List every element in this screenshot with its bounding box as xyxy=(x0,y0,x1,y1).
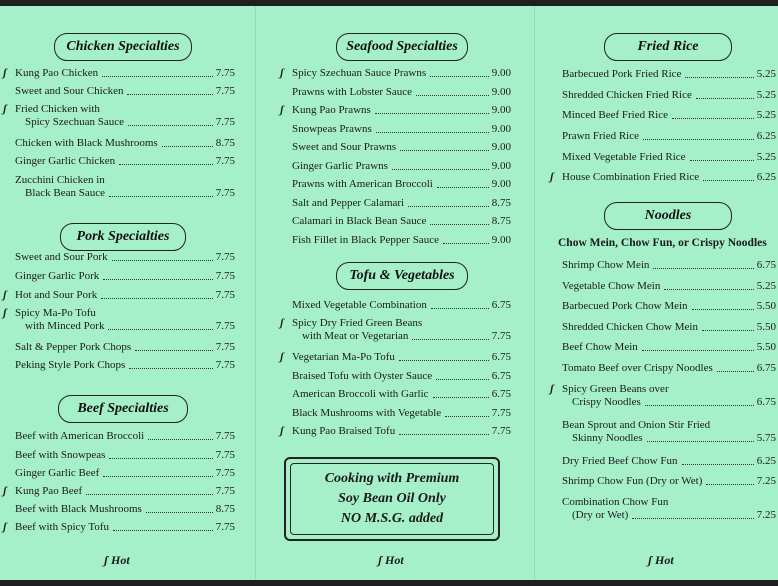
leader-dots xyxy=(101,298,213,299)
hot-legend-right xyxy=(648,553,674,568)
menu-item xyxy=(292,178,511,191)
leader-dots xyxy=(146,512,213,513)
menu-item-name: Black Mushrooms with Vegetable xyxy=(292,407,442,419)
hot-pepper-icon: ʃ xyxy=(3,521,7,533)
menu-item-name: Shrimp Chow Mein xyxy=(562,259,650,271)
menu-item-name: Dry Fried Beef Chow Fun xyxy=(562,455,678,467)
menu-item xyxy=(562,130,776,143)
leader-dots xyxy=(86,494,213,495)
heading-seafood-specialties: Seafood Specialties xyxy=(336,33,468,61)
menu-item-price: 8.75 xyxy=(215,137,235,149)
menu-item xyxy=(15,174,235,200)
hot-legend-label: Hot xyxy=(384,553,404,567)
menu-item-price: 5.50 xyxy=(756,321,776,333)
menu-item-name: Spicy Szechuan Sauce Prawns xyxy=(292,67,427,79)
menu-item xyxy=(15,85,235,98)
menu-item-price: 6.75 xyxy=(756,362,776,374)
leader-dots xyxy=(400,150,489,151)
menu-item xyxy=(15,341,235,354)
menu-item-name: Sweet and Sour Pork xyxy=(15,251,108,263)
menu-item-name: Vegetarian Ma-Po Tofu xyxy=(292,351,395,363)
menu-item-name: Spicy Ma-Po Tofu xyxy=(15,307,96,319)
menu-item xyxy=(562,300,776,313)
leader-dots xyxy=(102,76,213,77)
menu-item xyxy=(280,351,511,364)
menu-item xyxy=(292,234,511,247)
hot-legend-label: Hot xyxy=(654,553,674,567)
menu-item xyxy=(562,68,776,81)
menu-item-name: Snowpeas Prawns xyxy=(292,123,372,135)
hot-pepper-icon: ʃ xyxy=(280,317,284,329)
menu-item-name-cont: Crispy Noodles xyxy=(572,396,641,408)
menu-item-price: 7.75 xyxy=(491,425,511,437)
menu-item-price: 9.00 xyxy=(491,123,511,135)
promo-box xyxy=(284,457,500,541)
menu-item xyxy=(562,475,776,488)
leader-dots xyxy=(399,434,489,435)
menu-item-name-cont: with Meat or Vegetarian xyxy=(302,330,409,342)
menu-item xyxy=(280,67,511,80)
menu-item-price: 7.75 xyxy=(491,407,511,419)
menu-item xyxy=(292,370,511,383)
menu-item-price: 7.75 xyxy=(215,116,235,128)
leader-dots xyxy=(706,484,753,485)
menu-item-price: 6.75 xyxy=(491,388,511,400)
leader-dots xyxy=(412,339,488,340)
menu-item-price: 8.75 xyxy=(491,215,511,227)
menu-item-price: 5.25 xyxy=(756,89,776,101)
menu-item-price: 6.25 xyxy=(756,171,776,183)
menu-item xyxy=(550,383,776,409)
menu-item-price: 7.75 xyxy=(215,251,235,263)
leader-dots xyxy=(643,139,754,140)
menu-item-price: 8.75 xyxy=(215,503,235,515)
menu-item-price: 7.75 xyxy=(215,341,235,353)
menu-item-price: 6.75 xyxy=(491,370,511,382)
column-right xyxy=(548,6,778,580)
leader-dots xyxy=(692,309,754,310)
leader-dots xyxy=(112,260,213,261)
menu-item-name-cont: Skinny Noodles xyxy=(572,432,643,444)
menu-item-name: Fried Chicken with xyxy=(15,103,100,115)
leader-dots xyxy=(109,458,212,459)
fold-line-left xyxy=(255,6,256,580)
leader-dots xyxy=(702,330,754,331)
menu-item-name: Barbecued Pork Fried Rice xyxy=(562,68,682,80)
menu-item-name: Shredded Chicken Fried Rice xyxy=(562,89,692,101)
menu-item-price: 7.75 xyxy=(215,467,235,479)
menu-item-name: Ginger Garlic Beef xyxy=(15,467,100,479)
menu-item xyxy=(292,123,511,136)
leader-dots xyxy=(113,530,213,531)
leader-dots xyxy=(647,441,754,442)
leader-dots xyxy=(445,416,489,417)
leader-dots xyxy=(399,360,489,361)
menu-item-price: 7.25 xyxy=(756,509,776,521)
leader-dots xyxy=(127,94,212,95)
menu-item-name: Prawns with American Broccoli xyxy=(292,178,433,190)
menu-item-price: 5.25 xyxy=(756,280,776,292)
menu-item-price: 6.25 xyxy=(756,455,776,467)
leader-dots xyxy=(119,164,213,165)
heading-pork-specialties: Pork Specialties xyxy=(60,223,186,251)
hot-pepper-icon: ʃ xyxy=(3,67,7,79)
menu-item-name: Minced Beef Fried Rice xyxy=(562,109,668,121)
menu-item-price: 7.75 xyxy=(215,85,235,97)
menu-item-price: 9.00 xyxy=(491,234,511,246)
menu-item-name: Kung Pao Beef xyxy=(15,485,83,497)
heading-fried-rice: Fried Rice xyxy=(604,33,732,61)
menu-item-price: 7.75 xyxy=(215,187,235,199)
menu-item-price: 7.75 xyxy=(215,289,235,301)
menu-item-name: Kung Pao Prawns xyxy=(292,104,371,116)
menu-item xyxy=(562,341,776,354)
menu-item-price: 7.75 xyxy=(215,521,235,533)
menu-item-name: Sweet and Sour Prawns xyxy=(292,141,397,153)
promo-line-2: Soy Bean Oil Only xyxy=(338,491,446,506)
hot-pepper-icon: ʃ xyxy=(280,351,284,363)
menu-item-name: Kung Pao Braised Tofu xyxy=(292,425,396,437)
menu-item-name: Hot and Sour Pork xyxy=(15,289,98,301)
hot-legend-middle xyxy=(378,553,404,568)
menu-item-name-cont: Spicy Szechuan Sauce xyxy=(25,116,124,128)
menu-item xyxy=(15,251,235,264)
leader-dots xyxy=(632,518,753,519)
menu-item-price: 5.25 xyxy=(756,151,776,163)
menu-item xyxy=(562,109,776,122)
menu-item-name: Prawns with Lobster Sauce xyxy=(292,86,413,98)
menu-item-price: 8.75 xyxy=(491,197,511,209)
menu-item-price: 9.00 xyxy=(491,141,511,153)
menu-item-name: Ginger Garlic Prawns xyxy=(292,160,388,172)
menu-item-price: 7.75 xyxy=(215,67,235,79)
leader-dots xyxy=(148,439,213,440)
heading-chicken-specialties: Chicken Specialties xyxy=(54,33,192,61)
menu-item xyxy=(292,407,511,420)
menu-item-name: American Broccoli with Garlic xyxy=(292,388,429,400)
menu-item xyxy=(15,270,235,283)
menu-item-price: 9.00 xyxy=(491,86,511,98)
menu-item-name: Beef with Snowpeas xyxy=(15,449,106,461)
hot-pepper-icon: ʃ xyxy=(280,104,284,116)
menu-item-price: 6.75 xyxy=(491,299,511,311)
menu-item-name: Calamari in Black Bean Sauce xyxy=(292,215,427,227)
menu-item-price: 7.75 xyxy=(215,430,235,442)
leader-dots xyxy=(685,77,753,78)
menu-item-name: Sweet and Sour Chicken xyxy=(15,85,124,97)
leader-dots xyxy=(376,132,489,133)
menu-item xyxy=(292,388,511,401)
leader-dots xyxy=(690,160,754,161)
leader-dots xyxy=(653,268,753,269)
leader-dots xyxy=(392,169,489,170)
heading-tofu-vegetables: Tofu & Vegetables xyxy=(336,262,468,290)
menu-item xyxy=(280,317,511,343)
menu-item-price: 7.75 xyxy=(215,155,235,167)
leader-dots xyxy=(162,146,213,147)
hot-pepper-icon: ʃ xyxy=(648,553,652,567)
menu-item-name: Zucchini Chicken in xyxy=(15,174,105,186)
menu-item xyxy=(3,521,235,534)
hot-pepper-icon: ʃ xyxy=(3,103,7,115)
menu-item xyxy=(292,215,511,228)
menu-item-name: Spicy Dry Fried Green Beans xyxy=(292,317,423,329)
menu-sheet xyxy=(0,6,778,580)
menu-item-price: 6.75 xyxy=(756,259,776,271)
menu-item-name: Spicy Green Beans over xyxy=(562,383,669,395)
menu-item xyxy=(15,359,235,372)
menu-item xyxy=(292,299,511,312)
menu-item xyxy=(562,321,776,334)
leader-dots xyxy=(416,95,489,96)
menu-item-price: 5.50 xyxy=(756,341,776,353)
hot-pepper-icon: ʃ xyxy=(550,171,554,183)
menu-item-name: Peking Style Pork Chops xyxy=(15,359,126,371)
leader-dots xyxy=(436,379,489,380)
menu-item xyxy=(15,449,235,462)
menu-item-price: 7.75 xyxy=(215,270,235,282)
menu-item-name: Chicken with Black Mushrooms xyxy=(15,137,158,149)
hot-pepper-icon: ʃ xyxy=(280,425,284,437)
menu-item-price: 6.75 xyxy=(756,396,776,408)
leader-dots xyxy=(664,289,753,290)
fold-line-right xyxy=(534,6,535,580)
menu-item xyxy=(562,455,776,468)
menu-item-name: Fish Fillet in Black Pepper Sauce xyxy=(292,234,439,246)
menu-item-name: Beef with Spicy Tofu xyxy=(15,521,110,533)
hot-legend-left xyxy=(104,553,130,568)
menu-item xyxy=(550,171,776,184)
hot-pepper-icon: ʃ xyxy=(280,67,284,79)
menu-item-name: Mixed Vegetable Fried Rice xyxy=(562,151,686,163)
leader-dots xyxy=(430,76,489,77)
leader-dots xyxy=(103,279,212,280)
menu-item xyxy=(292,197,511,210)
menu-item-name: Tomato Beef over Crispy Noodles xyxy=(562,362,713,374)
promo-line-3: NO M.S.G. added xyxy=(340,511,444,526)
menu-item-price: 7.75 xyxy=(215,359,235,371)
column-left xyxy=(0,6,240,580)
leader-dots xyxy=(682,464,754,465)
promo-line-1: Cooking with Premium xyxy=(324,471,460,486)
menu-item-name-cont: (Dry or Wet) xyxy=(572,509,629,521)
menu-item xyxy=(292,160,511,173)
menu-item xyxy=(15,467,235,480)
hot-pepper-icon: ʃ xyxy=(3,307,7,319)
menu-item xyxy=(15,137,235,150)
leader-dots xyxy=(672,118,754,119)
hot-pepper-icon: ʃ xyxy=(550,383,554,395)
menu-item-name: Barbecued Pork Chow Mein xyxy=(562,300,688,312)
leader-dots xyxy=(129,368,212,369)
menu-item-name: Braised Tofu with Oyster Sauce xyxy=(292,370,433,382)
menu-item-name-cont: Black Bean Sauce xyxy=(25,187,106,199)
menu-item xyxy=(15,503,235,516)
menu-item xyxy=(292,141,511,154)
menu-item xyxy=(15,430,235,443)
menu-item xyxy=(3,485,235,498)
menu-item-name: House Combination Fried Rice xyxy=(562,171,700,183)
menu-item xyxy=(15,155,235,168)
leader-dots xyxy=(431,308,489,309)
menu-item-price: 6.25 xyxy=(756,130,776,142)
menu-item-name-cont: with Minced Pork xyxy=(25,320,105,332)
menu-item xyxy=(280,104,511,117)
menu-item-price: 7.75 xyxy=(491,330,511,342)
menu-item-price: 9.00 xyxy=(491,178,511,190)
menu-item-name: Ginger Garlic Chicken xyxy=(15,155,116,167)
menu-item-price: 5.25 xyxy=(756,68,776,80)
menu-item-price: 7.75 xyxy=(215,320,235,332)
heading-beef-specialties: Beef Specialties xyxy=(58,395,188,423)
menu-item xyxy=(3,289,235,302)
leader-dots xyxy=(375,113,489,114)
menu-item-name: Shrimp Chow Fun (Dry or Wet) xyxy=(562,475,703,487)
heading-noodles: Noodles xyxy=(604,202,732,230)
menu-item-price: 5.25 xyxy=(756,109,776,121)
menu-item xyxy=(562,496,776,522)
menu-item xyxy=(280,425,511,438)
menu-item xyxy=(562,280,776,293)
leader-dots xyxy=(703,180,754,181)
leader-dots xyxy=(408,206,489,207)
leader-dots xyxy=(430,224,488,225)
menu-item-name: Combination Chow Fun xyxy=(562,496,669,508)
menu-item xyxy=(562,419,776,445)
hot-pepper-icon: ʃ xyxy=(378,553,382,567)
menu-item-name: Shredded Chicken Chow Mein xyxy=(562,321,698,333)
menu-item-price: 7.75 xyxy=(215,485,235,497)
menu-item-name: Bean Sprout and Onion Stir Fried xyxy=(562,419,711,431)
hot-pepper-icon: ʃ xyxy=(3,485,7,497)
menu-item-price: 9.00 xyxy=(491,104,511,116)
leader-dots xyxy=(717,371,754,372)
menu-item-name: Ginger Garlic Pork xyxy=(15,270,100,282)
menu-item xyxy=(3,67,235,80)
menu-item xyxy=(562,89,776,102)
menu-item-name: Mixed Vegetable Combination xyxy=(292,299,427,311)
menu-item-name: Beef with Black Mushrooms xyxy=(15,503,142,515)
hot-legend-label: Hot xyxy=(110,553,130,567)
menu-item-price: 7.25 xyxy=(756,475,776,487)
leader-dots xyxy=(128,125,213,126)
leader-dots xyxy=(443,243,489,244)
leader-dots xyxy=(696,98,754,99)
menu-item-price: 5.50 xyxy=(756,300,776,312)
leader-dots xyxy=(135,350,213,351)
menu-item-name: Vegetable Chow Mein xyxy=(562,280,661,292)
leader-dots xyxy=(433,397,489,398)
menu-item-name: Beef with American Broccoli xyxy=(15,430,145,442)
menu-item-name: Salt and Pepper Calamari xyxy=(292,197,405,209)
menu-item xyxy=(3,307,235,333)
promo-box-inner xyxy=(290,463,494,535)
leader-dots xyxy=(109,196,213,197)
menu-item-price: 9.00 xyxy=(491,67,511,79)
menu-item xyxy=(3,103,235,129)
menu-item xyxy=(562,362,776,375)
menu-item-name: Kung Pao Chicken xyxy=(15,67,99,79)
menu-item xyxy=(562,151,776,164)
menu-item-name: Prawn Fried Rice xyxy=(562,130,639,142)
leader-dots xyxy=(642,350,754,351)
noodles-subtitle: Chow Mein, Chow Fun, or Crispy Noodles xyxy=(558,237,767,249)
leader-dots xyxy=(645,405,754,406)
menu-item-name: Beef Chow Mein xyxy=(562,341,638,353)
leader-dots xyxy=(108,329,212,330)
menu-item-name: Salt & Pepper Pork Chops xyxy=(15,341,132,353)
menu-item-price: 7.75 xyxy=(215,449,235,461)
menu-item-price: 9.00 xyxy=(491,160,511,172)
leader-dots xyxy=(103,476,212,477)
menu-item-price: 6.75 xyxy=(491,351,511,363)
menu-item xyxy=(292,86,511,99)
menu-item-price: 5.75 xyxy=(756,432,776,444)
hot-pepper-icon: ʃ xyxy=(104,553,108,567)
hot-pepper-icon: ʃ xyxy=(3,289,7,301)
leader-dots xyxy=(437,187,489,188)
menu-item xyxy=(562,259,776,272)
